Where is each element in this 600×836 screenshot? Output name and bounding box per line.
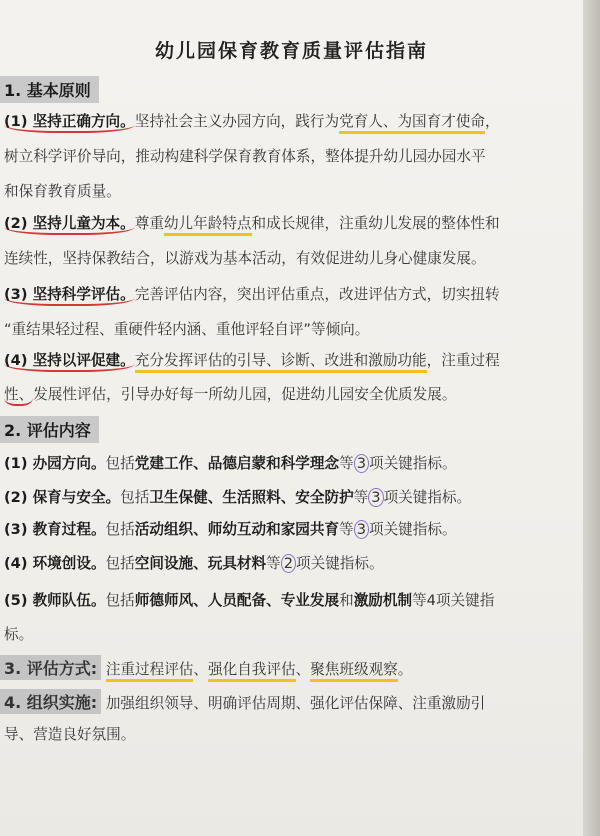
content-item-4 [4, 552, 384, 573]
content-item-3-heading: (3) 教育过程。 [4, 521, 106, 538]
content-item-2-deng: 等 [353, 489, 369, 506]
content-item-2-count: 3 [368, 488, 383, 507]
content-item-3 [4, 518, 457, 539]
content-item-5 [4, 589, 494, 610]
principle-2-line-1 [4, 212, 500, 233]
method-line [0, 655, 412, 680]
section-heading-implementation: 4. 组织实施: [0, 689, 101, 714]
section-heading-content: 2. 评估内容 [0, 416, 99, 443]
content-item-1-heading: (1) 办园方向。 [4, 455, 106, 472]
principle-1-highlight: 党育人、为国育才使命 [339, 113, 485, 134]
principle-1-comma: ， [485, 113, 500, 130]
content-item-5-prefix: 包括 [105, 592, 135, 609]
principle-2-text-b: 和成长规律，注重幼儿发展的整体性和 [251, 215, 500, 232]
method-item-1: 注重过程评估 [106, 661, 194, 682]
principle-1-line-3: 和保育教育质量。 [4, 183, 121, 200]
implementation-text: 加强组织领导、明确评估周期、强化评估保障、注重激励引 [105, 695, 486, 712]
principle-1-heading: (1) 坚持正确方向。 [4, 113, 135, 133]
content-item-4-heading: (4) 环境创设。 [4, 555, 106, 572]
content-item-5-heading: (5) 教师队伍。 [4, 592, 106, 609]
content-item-2-prefix: 包括 [120, 489, 150, 506]
principle-3-heading: (3) 坚持科学评估。 [4, 286, 135, 306]
principle-3-text: 完善评估内容，突出评估重点，改进评估方式，切实扭转 [134, 286, 500, 303]
content-item-4-deng: 等 [266, 555, 281, 572]
principle-1-text: 坚持社会主义办园方向，践行为 [134, 113, 340, 130]
method-sep-2: 、 [295, 661, 311, 678]
content-item-3-count: 3 [354, 520, 369, 539]
content-item-4-count: 2 [281, 554, 296, 573]
principle-2-highlight: 幼儿年龄特点 [164, 215, 252, 236]
principle-4-highlight: 充分发挥评估的引导、诊断、改进和激励功能 [135, 352, 427, 373]
content-item-4-prefix: 包括 [105, 555, 135, 572]
content-item-1-prefix: 包括 [105, 455, 135, 472]
method-sep-3: 。 [397, 661, 413, 678]
principle-4-line-2 [4, 383, 456, 404]
principle-4-line-1 [4, 349, 500, 370]
content-item-3-suffix: 项关键指标。 [368, 521, 457, 538]
content-item-2-keywords: 卫生保健、生活照料、安全防护 [149, 489, 354, 506]
content-item-5-line-2: 标。 [4, 626, 34, 643]
content-item-1-keywords: 党建工作、品德启蒙和科学理念 [134, 455, 340, 472]
content-item-3-keywords: 活动组织、师幼互动和家园共育 [134, 521, 340, 538]
section-heading-principles: 1. 基本原则 [0, 76, 99, 103]
principle-4-underlined: 性、 [4, 386, 33, 406]
principle-2-heading: (2) 坚持儿童为本。 [4, 215, 135, 235]
content-item-1-deng: 等 [339, 455, 354, 472]
content-item-3-deng: 等 [339, 521, 354, 538]
content-item-2 [4, 486, 471, 507]
method-item-2: 强化自我评估 [208, 661, 296, 682]
implementation-line [0, 689, 485, 714]
method-sep-1: 、 [193, 661, 209, 678]
principle-4-heading: (4) 坚持以评促建。 [4, 352, 135, 372]
content-item-4-suffix: 项关键指标。 [296, 555, 384, 572]
principle-2-line-2: 连续性，坚持保教结合，以游戏为基本活动，有效促进幼儿身心健康发展。 [4, 250, 486, 267]
principle-3-line-1 [4, 283, 500, 304]
implementation-line-2: 导、营造良好氛围。 [4, 726, 136, 743]
principle-2-text-a: 尊重 [134, 215, 164, 232]
content-item-4-keywords: 空间设施、玩具材料 [134, 555, 267, 572]
principle-4-text-2: 发展性评估，引导办好每一所幼儿园，促进幼儿园安全优质发展。 [33, 386, 457, 403]
content-item-1-suffix: 项关键指标。 [368, 455, 457, 472]
content-item-1 [4, 452, 457, 473]
content-item-5-keywords-2: 激励机制 [353, 592, 413, 609]
content-item-2-heading: (2) 保育与安全。 [4, 489, 121, 506]
principle-4-text: ，注重过程 [426, 352, 500, 369]
page-title: 幼儿园保育教育质量评估指南 [154, 40, 428, 62]
method-item-3: 聚焦班级观察 [310, 661, 398, 682]
content-item-3-prefix: 包括 [105, 521, 135, 538]
section-heading-method: 3. 评估方式: [0, 655, 101, 680]
content-item-5-keywords: 师德师风、人员配备、专业发展 [134, 592, 340, 609]
principle-1-line-2: 树立科学评价导向，推动构建科学保育教育体系，整体提升幼儿园办园水平 [4, 148, 486, 165]
page-edge-shadow [583, 0, 600, 836]
principle-1-line-1 [4, 110, 500, 131]
content-item-5-he: 和 [339, 592, 354, 609]
principle-3-line-2: “重结果轻过程、重硬件轻内涵、重他评轻自评”等倾向。 [4, 321, 370, 338]
content-item-1-count: 3 [354, 454, 369, 473]
content-item-5-suffix: 等4项关键指 [412, 592, 495, 609]
content-item-2-suffix: 项关键指标。 [383, 489, 472, 506]
